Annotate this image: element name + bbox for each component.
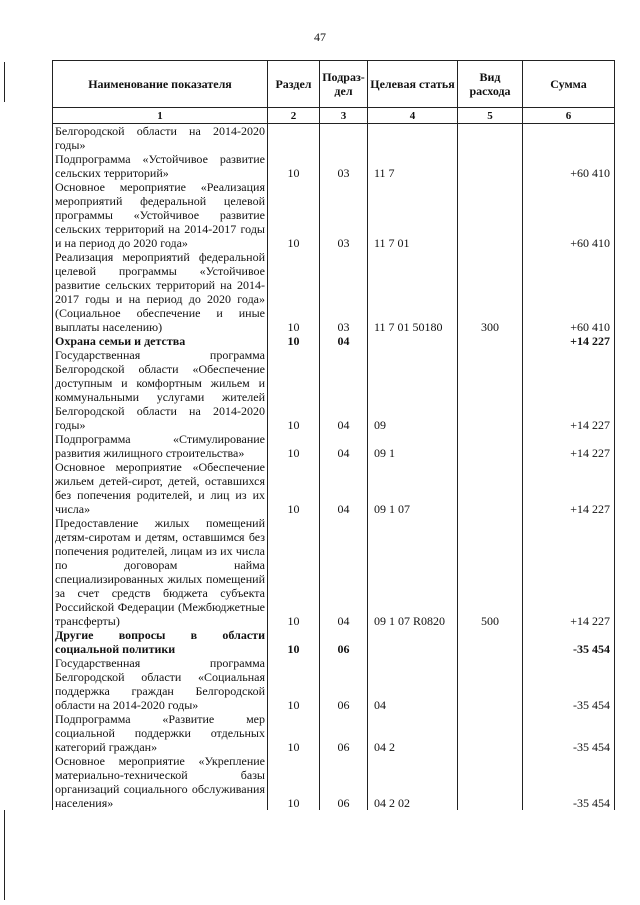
- row-target: 09 1 07 R0820: [368, 516, 458, 628]
- table-row: [53, 124, 615, 153]
- column-number: 3: [320, 108, 368, 124]
- row-amount: +14 227: [523, 516, 615, 628]
- row-section: [268, 124, 320, 153]
- row-expense-type: [458, 460, 523, 516]
- row-target: 11 7 01 50180: [368, 250, 458, 334]
- table-row: [53, 460, 615, 516]
- column-number-row: [53, 108, 615, 124]
- row-subsection: 04: [320, 460, 368, 516]
- table-row: [53, 712, 615, 754]
- row-name: Белгородской области на 2014-2020 годы»: [53, 124, 268, 153]
- row-expense-type: [458, 712, 523, 754]
- row-target: 09 1: [368, 432, 458, 460]
- table-row: [53, 516, 615, 628]
- row-name: Основное мероприятие «Реализация мероприятий федеральной целевой программы «Устойчивое развитие сельских территорий на 2014-2017 годы и на период до 2020 года»: [53, 180, 268, 250]
- row-name: Основное мероприятие «Обеспечение жильем детей-сирот, детей, оставшихся без попечения родителей, и лиц из их числа»: [53, 460, 268, 516]
- column-number: 5: [458, 108, 523, 124]
- row-subsection: 04: [320, 348, 368, 432]
- row-target: [368, 124, 458, 153]
- table-row: [53, 348, 615, 432]
- header-target: Целевая статья: [368, 61, 458, 108]
- row-expense-type: [458, 432, 523, 460]
- header-subsection: Подраз-дел: [320, 61, 368, 108]
- row-expense-type: [458, 628, 523, 656]
- table-row: [53, 656, 615, 712]
- row-target: 04 2 02: [368, 754, 458, 810]
- row-subsection: 06: [320, 656, 368, 712]
- row-expense-type: [458, 124, 523, 153]
- header-row: [53, 61, 615, 108]
- row-amount: +60 410: [523, 180, 615, 250]
- row-amount: +60 410: [523, 250, 615, 334]
- row-amount: +14 227: [523, 460, 615, 516]
- row-name: Основное мероприятие «Укрепление материально-технической базы организаций социального обслуживания населения»: [53, 754, 268, 810]
- row-section: 10: [268, 516, 320, 628]
- margin-mark-bottom: [4, 810, 5, 900]
- margin-mark-top: [4, 62, 5, 102]
- row-target: 09 1 07: [368, 460, 458, 516]
- table-row: [53, 334, 615, 348]
- row-expense-type: [458, 180, 523, 250]
- row-amount: -35 454: [523, 754, 615, 810]
- row-subsection: 03: [320, 250, 368, 334]
- row-target: [368, 334, 458, 348]
- row-target: 04: [368, 656, 458, 712]
- table-row: [53, 432, 615, 460]
- page-number: 47: [314, 30, 326, 44]
- row-section: 10: [268, 460, 320, 516]
- row-target: 11 7 01: [368, 180, 458, 250]
- row-subsection: 03: [320, 180, 368, 250]
- row-name: Подпрограмма «Развитие мер социальной поддержки отдельных категорий граждан»: [53, 712, 268, 754]
- row-amount: -35 454: [523, 656, 615, 712]
- row-amount: +14 227: [523, 334, 615, 348]
- row-expense-type: [458, 334, 523, 348]
- row-amount: -35 454: [523, 628, 615, 656]
- row-subsection: 06: [320, 628, 368, 656]
- row-expense-type: [458, 754, 523, 810]
- row-subsection: [320, 124, 368, 153]
- row-expense-type: 300: [458, 250, 523, 334]
- row-target: 04 2: [368, 712, 458, 754]
- budget-table: [52, 60, 615, 810]
- header-section: Раздел: [268, 61, 320, 108]
- row-name: Реализация мероприятий федеральной целевой программы «Устойчивое развитие сельских территорий на 2014-2017 годы и на период до 2020 года» (Социальное обеспечение и иные выплаты населению): [53, 250, 268, 334]
- row-amount: +14 227: [523, 348, 615, 432]
- row-name: Подпрограмма «Стимулирование развития жилищного строительства»: [53, 432, 268, 460]
- row-name: Подпрограмма «Устойчивое развитие сельских территорий»: [53, 152, 268, 180]
- row-amount: +14 227: [523, 432, 615, 460]
- row-section: 10: [268, 432, 320, 460]
- row-section: 10: [268, 712, 320, 754]
- row-subsection: 03: [320, 152, 368, 180]
- row-subsection: 06: [320, 754, 368, 810]
- row-amount: [523, 124, 615, 153]
- table-row: [53, 628, 615, 656]
- row-section: 10: [268, 628, 320, 656]
- row-target: [368, 628, 458, 656]
- column-number: 2: [268, 108, 320, 124]
- table-row: [53, 152, 615, 180]
- row-section: 10: [268, 348, 320, 432]
- row-expense-type: [458, 152, 523, 180]
- row-name: Охрана семьи и детства: [53, 334, 268, 348]
- row-section: 10: [268, 656, 320, 712]
- column-number: 6: [523, 108, 615, 124]
- row-subsection: 04: [320, 334, 368, 348]
- header-amount: Сумма: [523, 61, 615, 108]
- table-row: [53, 250, 615, 334]
- row-target: 09: [368, 348, 458, 432]
- row-expense-type: 500: [458, 516, 523, 628]
- row-section: 10: [268, 152, 320, 180]
- table-row: [53, 180, 615, 250]
- column-number: 4: [368, 108, 458, 124]
- row-section: 10: [268, 754, 320, 810]
- row-name: Государственная программа Белгородской области «Социальная поддержка граждан Белгородской области на 2014-2020 годы»: [53, 656, 268, 712]
- header-name: Наименование показателя: [53, 61, 268, 108]
- row-name: Предоставление жилых помещений детям-сиротам и детям, оставшимся без попечения родителей, лицам из их числа по договорам найма специализированных жилых помещений за счет средств бюджета субъекта Российской Федерации (Межбюджетные трансферты): [53, 516, 268, 628]
- header-expense-type: Вид расхода: [458, 61, 523, 108]
- row-name: Другие вопросы в области социальной политики: [53, 628, 268, 656]
- row-amount: +60 410: [523, 152, 615, 180]
- row-expense-type: [458, 348, 523, 432]
- table-row: [53, 754, 615, 810]
- row-section: 10: [268, 250, 320, 334]
- row-name: Государственная программа Белгородской области «Обеспечение доступным и комфортным жильем и коммунальными услугами жителей Белгородской области на 2014-2020 годы»: [53, 348, 268, 432]
- row-expense-type: [458, 656, 523, 712]
- column-number: 1: [53, 108, 268, 124]
- row-section: 10: [268, 180, 320, 250]
- row-subsection: 04: [320, 432, 368, 460]
- row-amount: -35 454: [523, 712, 615, 754]
- row-subsection: 04: [320, 516, 368, 628]
- row-section: 10: [268, 334, 320, 348]
- row-subsection: 06: [320, 712, 368, 754]
- row-target: 11 7: [368, 152, 458, 180]
